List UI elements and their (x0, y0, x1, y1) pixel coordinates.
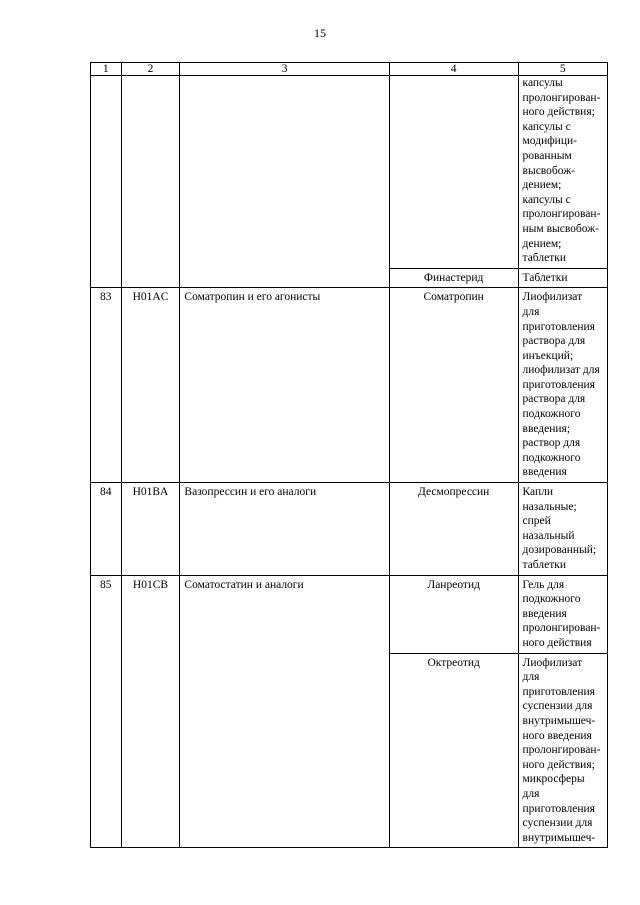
column-header-5: 5 (518, 63, 607, 76)
dosage-form-line: приготовления (522, 802, 595, 815)
atc-code-cell: H01BA (121, 483, 180, 576)
dosage-form-line: пролонгирован- (522, 208, 601, 221)
dosage-form-line: введения (522, 466, 567, 479)
dosage-form-line: Лиофилизат (522, 291, 583, 304)
row-number-cell: 83 (91, 288, 122, 483)
dosage-form-line: высвобож- (522, 164, 575, 177)
dosage-form-line: пролонгирован- (522, 744, 601, 757)
dosage-form-line: микросферы (522, 773, 585, 786)
dosage-form-line: ного введения (522, 729, 592, 742)
dosage-form-cell (518, 483, 607, 576)
dosage-form-line: дением; (522, 179, 562, 192)
medication-table (90, 62, 608, 848)
table-row (91, 76, 608, 269)
dosage-form-line: Таблетки (522, 271, 568, 284)
dosage-form-line: приготовления (522, 378, 595, 391)
atc-code-cell: H01CB (121, 575, 180, 848)
dosage-form-line: рованным (522, 149, 572, 162)
dosage-form-line: капсулы с (522, 193, 571, 206)
dosage-form-line: инъекций; (522, 349, 574, 362)
dosage-form-line: таблетки (522, 252, 566, 265)
dosage-form-line: раствора для (522, 393, 586, 406)
column-header-1: 1 (91, 63, 122, 76)
dosage-form-line: приготовления (522, 320, 595, 333)
dosage-form-line: для (522, 671, 540, 684)
drug-name-cell: Соматропин (389, 288, 518, 483)
row-number-cell: 85 (91, 575, 122, 848)
dosage-form-line: капсулы (522, 77, 563, 89)
dosage-form-line: для (522, 305, 540, 318)
dosage-form-line: таблетки (522, 559, 566, 571)
dosage-form-line: подкожного (522, 408, 581, 421)
dosage-form-line: введения; (522, 422, 571, 435)
atc-code-cell (121, 76, 180, 288)
dosage-form-line: ного действия; (522, 106, 595, 119)
drug-name-cell: Ланреотид (389, 575, 518, 653)
dosage-form-line: пролонгирован- (522, 622, 601, 635)
group-name-cell: Соматропин и его агонисты (180, 288, 389, 483)
dosage-form-cell (518, 575, 607, 653)
column-header-3: 3 (180, 63, 389, 76)
dosage-form-line: для (522, 787, 540, 800)
dosage-form-line: ного действия (522, 636, 592, 649)
dosage-form-cell (518, 288, 607, 483)
dosage-form-line: подкожного (522, 451, 581, 464)
dosage-form-line: ным высвобож- (522, 222, 600, 235)
dosage-form-line: лиофилизат для (522, 364, 600, 377)
row-number-cell (91, 76, 122, 288)
dosage-form-line: приготовления (522, 685, 595, 698)
drug-name-cell: Финастерид (389, 268, 518, 288)
drug-name-cell (389, 76, 518, 269)
dosage-form-line: внутримышеч- (522, 831, 596, 844)
table-row (91, 483, 608, 576)
dosage-form-line: Лиофилизат (522, 656, 583, 669)
column-header-4: 4 (389, 63, 518, 76)
page-number: 15 (314, 26, 326, 40)
dosage-form-cell (518, 268, 607, 288)
dosage-form-line: раствора для (522, 335, 586, 348)
group-name-cell: Соматостатин и аналоги (180, 575, 389, 848)
dosage-form-line: ного действия; (522, 758, 595, 771)
dosage-form-line: дением; (522, 237, 562, 250)
atc-code-cell: H01AC (121, 288, 180, 483)
dosage-form-line: назальный (522, 529, 575, 542)
group-name-cell: Вазопрессин и его аналоги (180, 483, 389, 576)
dosage-form-cell (518, 76, 607, 269)
dosage-form-line: суспензии для (522, 817, 593, 830)
dosage-form-line: суспензии для (522, 700, 593, 713)
dosage-form-line: дозированный; (522, 544, 597, 557)
dosage-form-line: пролонгирован- (522, 91, 601, 104)
table-row (91, 575, 608, 653)
dosage-form-cell (518, 653, 607, 848)
table-row (91, 288, 608, 483)
dosage-form-line: спрей (522, 515, 551, 528)
group-name-cell (180, 76, 389, 288)
dosage-form-line: введения (522, 607, 567, 620)
drug-name-cell: Десмопрессин (389, 483, 518, 576)
dosage-form-line: внутримышеч- (522, 714, 596, 727)
dosage-form-line: раствор для (522, 437, 581, 450)
dosage-form-line: модифици- (522, 135, 577, 148)
dosage-form-line: капсулы с (522, 120, 571, 133)
column-header-2: 2 (121, 63, 180, 76)
dosage-form-line: назальные; (522, 500, 577, 513)
dosage-form-line: Капли (522, 486, 554, 499)
dosage-form-line: подкожного (522, 593, 581, 606)
drug-name-cell: Октреотид (389, 653, 518, 848)
dosage-form-line: Гель для (522, 578, 565, 591)
row-number-cell: 84 (91, 483, 122, 576)
header-row (91, 63, 608, 76)
